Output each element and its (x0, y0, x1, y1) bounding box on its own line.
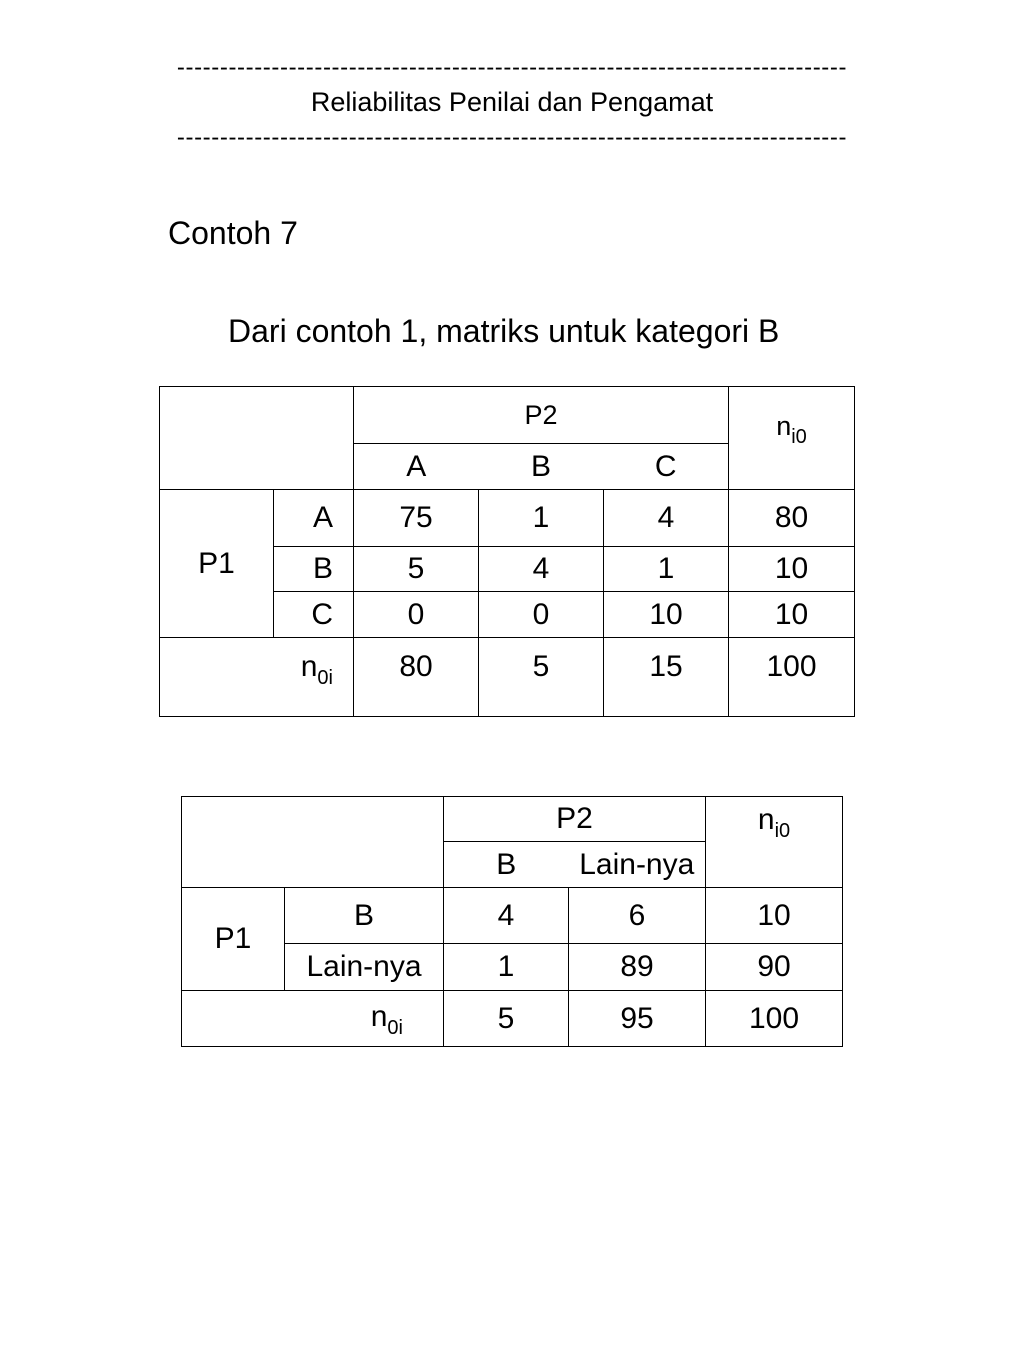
row-group-label: P1 (160, 490, 274, 638)
cell: 89 (569, 944, 706, 991)
row-total: 10 (729, 592, 855, 638)
cell: 4 (479, 547, 604, 592)
row-header: C (274, 592, 354, 638)
row-total-header: $n_{i0}$ (729, 387, 855, 490)
cell: 5 (354, 547, 479, 592)
row-total: 80 (729, 490, 855, 547)
header-divider-top: ------------------------------------------------------------------------------ (176, 56, 848, 80)
row-total-header: $n_{i0}$ (706, 797, 843, 888)
cell: 1 (444, 944, 569, 991)
row-header: B (285, 888, 444, 944)
cell: 1 (479, 490, 604, 547)
cell: 4 (444, 888, 569, 944)
column-total: 5 (444, 991, 569, 1047)
column-header: B (444, 842, 569, 888)
column-header: B (479, 444, 604, 490)
cell: 10 (604, 592, 729, 638)
column-total: 80 (354, 638, 479, 717)
row-total: 10 (729, 547, 855, 592)
column-total: 15 (604, 638, 729, 717)
contingency-table-full (159, 386, 855, 717)
column-total: 95 (569, 991, 706, 1047)
header-divider-bottom: ------------------------------------------------------------------------------ (176, 126, 848, 150)
row-total: 90 (706, 944, 843, 991)
header-title: Reliabilitas Penilai dan Pengamat (310, 87, 714, 117)
grand-total: 100 (729, 638, 855, 717)
cell: 6 (569, 888, 706, 944)
cell: 75 (354, 490, 479, 547)
row-header: A (274, 490, 354, 547)
col-group-label: P2 (444, 797, 706, 842)
column-total-label: $n_{0i}$ (182, 991, 444, 1047)
column-header: Lain-nya (569, 842, 706, 888)
example-title: Contoh 7 (168, 215, 298, 251)
contingency-table-collapsed (181, 796, 843, 1047)
column-total-label: $n_{0i}$ (160, 638, 354, 717)
row-group-label: P1 (182, 888, 285, 991)
row-header: B (274, 547, 354, 592)
cell: 1 (604, 547, 729, 592)
column-header: C (604, 444, 729, 490)
col-group-label: P2 (354, 387, 729, 444)
row-total: 10 (706, 888, 843, 944)
subtitle: Dari contoh 1, matriks untuk kategori B (228, 313, 780, 349)
cell: 4 (604, 490, 729, 547)
row-header: Lain-nya (285, 944, 444, 991)
column-header: A (354, 444, 479, 490)
table-corner (160, 387, 354, 490)
grand-total: 100 (706, 991, 843, 1047)
cell: 0 (354, 592, 479, 638)
column-total: 5 (479, 638, 604, 717)
cell: 0 (479, 592, 604, 638)
table-corner (182, 797, 444, 888)
